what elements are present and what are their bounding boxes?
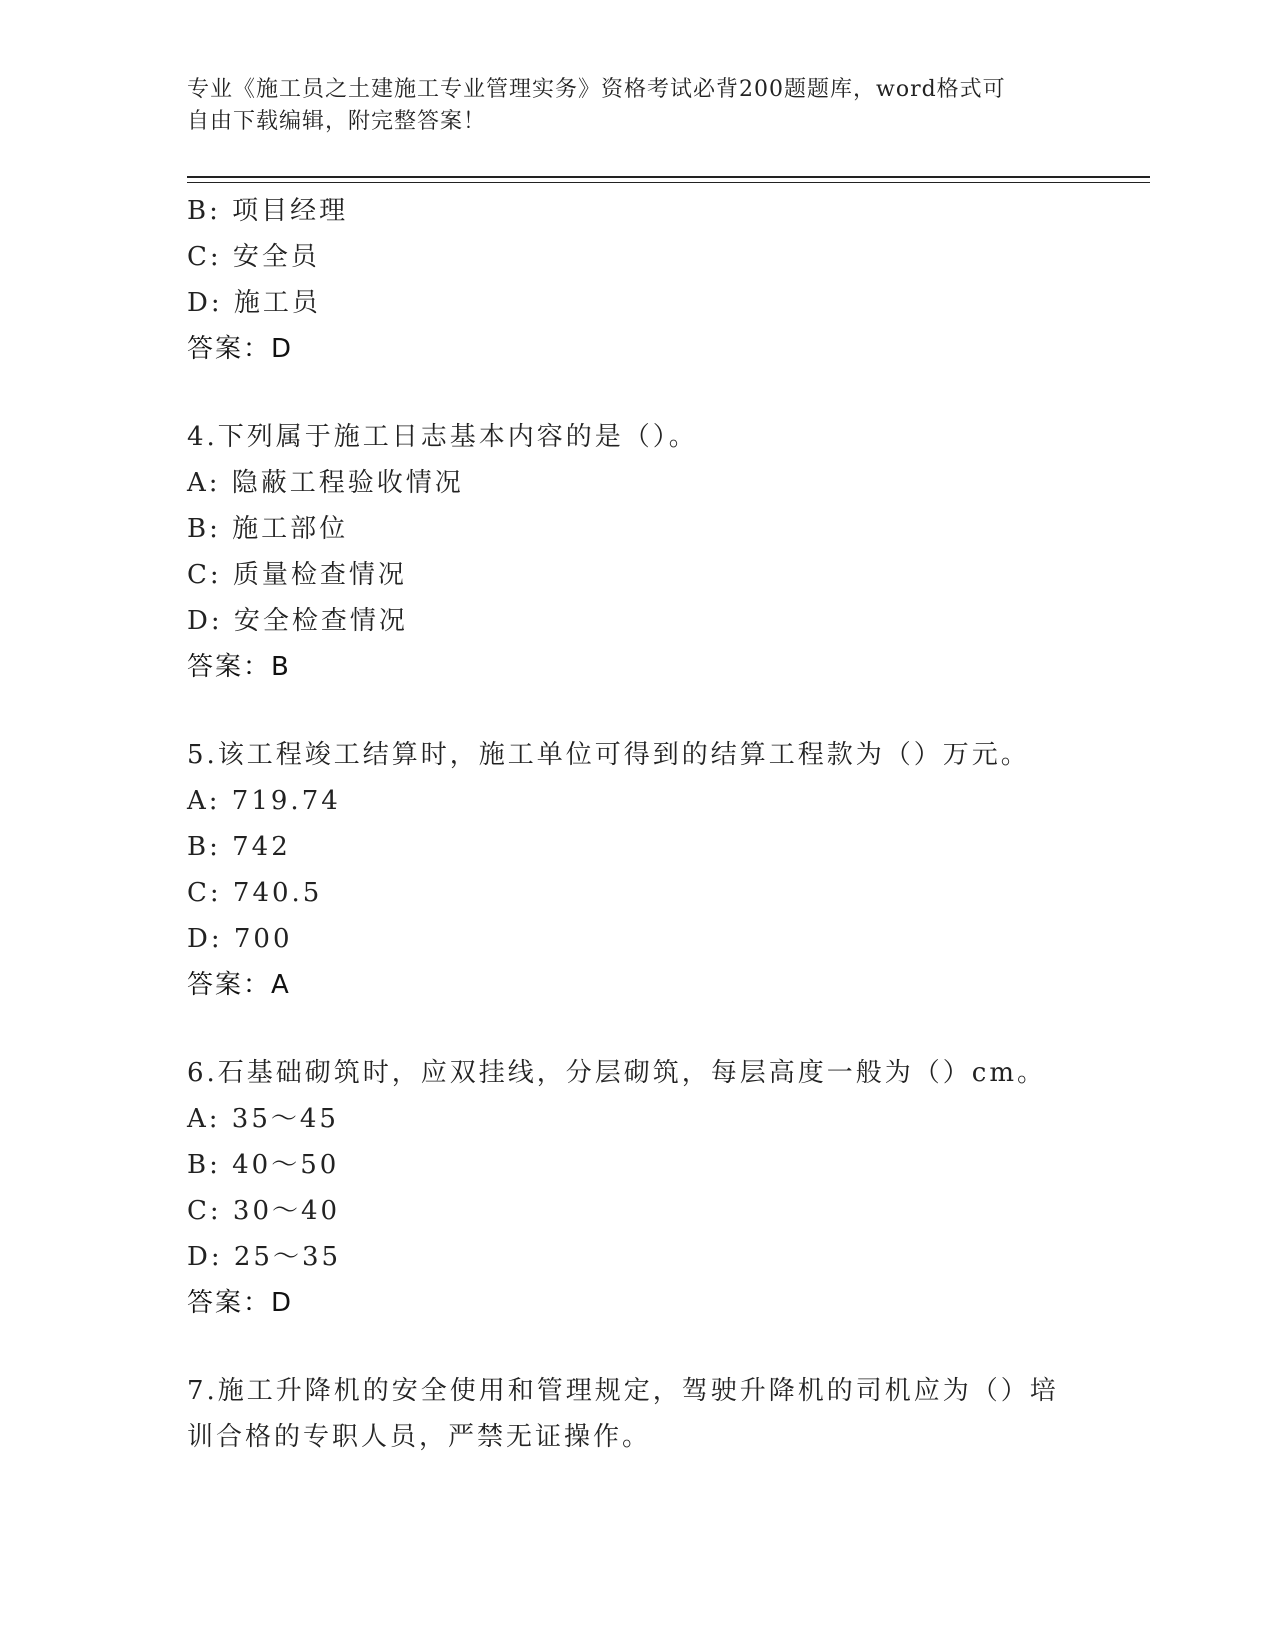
- option-b: B: 施工部位: [187, 514, 349, 544]
- answer-label: 答案：D: [187, 1288, 294, 1318]
- header-line-1: 专业《施工员之土建施工专业管理实务》资格考试必背200题题库，word格式可: [187, 77, 1006, 102]
- option-a: A: 719.74: [187, 786, 341, 816]
- question-3-tail: [187, 188, 1150, 372]
- option-d: D: 施工员: [187, 288, 321, 318]
- spacer: [187, 1326, 1150, 1368]
- option-c: C: 30～40: [187, 1196, 341, 1226]
- answer-label: 答案：B: [187, 652, 291, 682]
- option-a: A: 35～45: [187, 1104, 339, 1134]
- option-d: D: 25～35: [187, 1242, 342, 1272]
- question-stem: 6.石基础砌筑时，应双挂线，分层砌筑，每层高度一般为（）cm。: [187, 1058, 1047, 1088]
- question-list: [187, 188, 1150, 1460]
- header-line-2: 自由下载编辑，附完整答案！: [187, 109, 487, 134]
- question-4: [187, 414, 1150, 690]
- option-b: B: 40～50: [187, 1150, 340, 1180]
- question-stem: 4.下列属于施工日志基本内容的是（）。: [187, 422, 698, 452]
- question-7: [187, 1368, 1150, 1460]
- question-5: [187, 732, 1150, 1008]
- spacer: [187, 690, 1150, 732]
- option-c: C: 740.5: [187, 878, 323, 908]
- option-b: B: 项目经理: [187, 196, 349, 226]
- option-c: C: 质量检查情况: [187, 560, 407, 590]
- option-a: A: 隐蔽工程验收情况: [187, 468, 464, 498]
- option-d: D: 700: [187, 924, 293, 954]
- document-header: [187, 74, 1067, 138]
- option-d: D: 安全检查情况: [187, 606, 408, 636]
- spacer: [187, 372, 1150, 414]
- header-divider-thin: [187, 182, 1150, 183]
- option-b: B: 742: [187, 832, 291, 862]
- option-c: C: 安全员: [187, 242, 320, 272]
- question-6: [187, 1050, 1150, 1326]
- question-stem: 5.该工程竣工结算时，施工单位可得到的结算工程款为（）万元。: [187, 740, 1030, 770]
- spacer: [187, 1008, 1150, 1050]
- header-divider-thick: [187, 176, 1150, 178]
- question-stem-line-2: 训合格的专职人员，严禁无证操作。: [187, 1422, 652, 1452]
- answer-label: 答案：D: [187, 334, 294, 364]
- question-stem-line-1: 7.施工升降机的安全使用和管理规定，驾驶升降机的司机应为（）培: [187, 1376, 1059, 1406]
- answer-label: 答案：A: [187, 970, 291, 1000]
